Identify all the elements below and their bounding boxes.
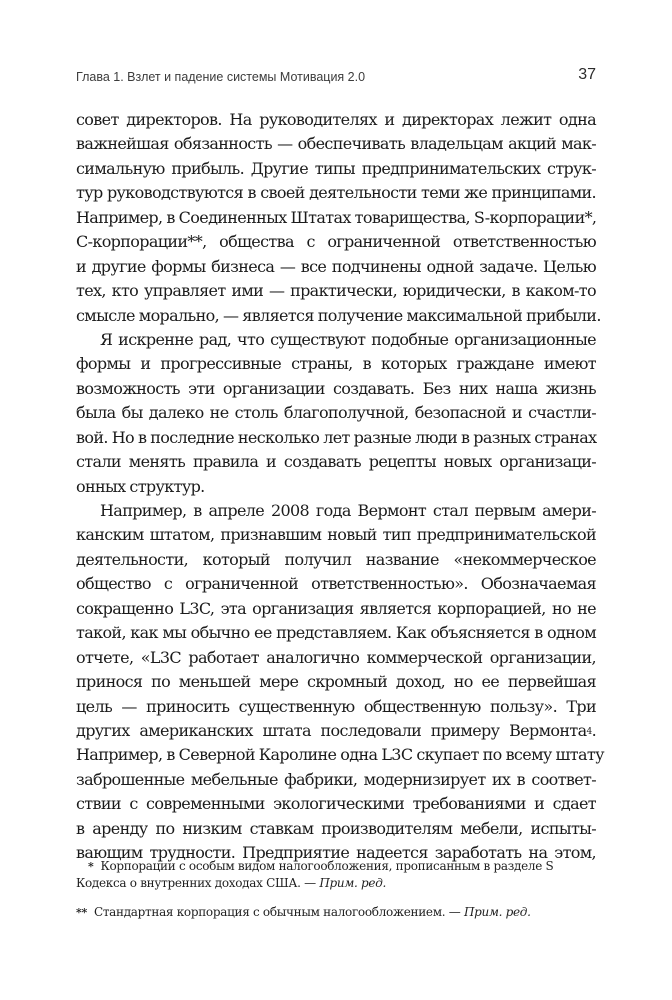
text-line: деятельности, который получил название «некоммерческое bbox=[76, 549, 596, 569]
text-line: вающим трудности. Предприятие надеется заработать на этом, bbox=[76, 843, 596, 863]
page-number: 37 bbox=[578, 66, 596, 83]
text-line: стали менять правила и создавать рецепты новых организаци- bbox=[76, 452, 596, 472]
text-line: тур руководствуются в своей деятельности теми же принципами. bbox=[76, 183, 596, 203]
text-line: вой. Но в последние несколько лет разные люди в разных странах bbox=[76, 427, 597, 447]
text-line: важнейшая обязанность — обеспечивать владельцам акций мак- bbox=[76, 134, 596, 154]
text-line: заброшенные мебельные фабрики, модернизирует их в соответ- bbox=[76, 769, 596, 789]
text-line: принося по меньшей мере скромный доход, но ее первейшая bbox=[76, 672, 596, 692]
text-line: тех, кто управляет ими — практически, юридически, в каком-то bbox=[76, 281, 596, 301]
footnote-marker: ** bbox=[76, 906, 87, 919]
footnotes bbox=[76, 858, 596, 921]
text-line: сокращенно L3C, эта организация является корпорацией, но не bbox=[76, 598, 596, 618]
text-line: Например, в Северной Каролине одна L3C скупает по всему штату bbox=[76, 745, 604, 765]
main-text bbox=[76, 108, 604, 866]
footnote-spacer bbox=[76, 892, 596, 904]
text-line: Например, в Соединенных Штатах товарищества, S-корпорации*, bbox=[76, 207, 597, 227]
footnote-text: Стандартная корпорация с обычным налогообложением. — bbox=[93, 905, 461, 919]
chapter-title: Глава 1. Взлет и падение системы Мотивация 2.0 bbox=[76, 70, 366, 84]
footnote-second bbox=[76, 904, 596, 921]
text-line: возможность эти организации создавать. Без них наша жизнь bbox=[76, 378, 596, 398]
text-line: онных структур. bbox=[76, 476, 205, 496]
text-line: C-корпорации**, общества с ограниченной ответственностью bbox=[76, 232, 596, 252]
text-line: общество с ограниченной ответственностью». Обозначаемая bbox=[76, 574, 596, 594]
text-line-content: других американских штата последовали примеру Вермонта bbox=[76, 720, 587, 740]
paragraph-start-line: Я искренне рад, что существуют подобные организационные bbox=[100, 329, 596, 349]
text-line: отчете, «L3C работает аналогично коммерческой организации, bbox=[76, 647, 596, 667]
footnote-text: Кодекса о внутренних доходах США. — bbox=[76, 876, 316, 890]
footnote-line bbox=[76, 904, 596, 921]
text-line: формы и прогрессивные страны, в которых граждане имеют bbox=[76, 354, 596, 374]
text-line: симальную прибыль. Другие типы предпринимательских струк- bbox=[76, 158, 596, 178]
endnote-reference: 4 bbox=[586, 726, 592, 737]
editor-note: Прим. ред. bbox=[319, 876, 387, 890]
text-line: цель — приносить существенную общественную пользу». Три bbox=[76, 696, 596, 716]
text-line: такой, как мы обычно ее представляем. Как объясняется в одном bbox=[76, 623, 596, 643]
text-line-with-endnote: других американских штата последовали примеру Вермонта$^4$. bbox=[76, 720, 596, 740]
footnote-text: Корпорации с особым видом налогообложения, прописанным в разделе S bbox=[100, 859, 554, 873]
footnote-first bbox=[76, 858, 596, 892]
text-line: ствии с современными экологическими требованиями и сдает bbox=[76, 794, 596, 814]
footnote-line bbox=[76, 858, 596, 875]
text-line: была бы далеко не столь благополучной, безопасной и счастли- bbox=[76, 403, 596, 423]
running-header bbox=[76, 68, 596, 88]
paragraph-start-line: Например, в апреле 2008 года Вермонт стал первым амери- bbox=[100, 501, 596, 520]
text-line: смысле морально, — является получение максимальной прибыли. bbox=[76, 305, 601, 325]
text-line: канским штатом, признавшим новый тип предпринимательской bbox=[76, 525, 596, 545]
text-line: совет директоров. На руководителях и директорах лежит одна bbox=[76, 110, 596, 129]
text-line: и другие формы бизнеса — все подчинены одной задаче. Целью bbox=[76, 256, 596, 276]
text-line: в аренду по низким ставкам производителям мебели, испыты- bbox=[76, 818, 596, 838]
footnote-marker: * bbox=[88, 860, 94, 873]
footnote-line bbox=[76, 875, 596, 892]
editor-note: Прим. ред. bbox=[463, 905, 531, 919]
